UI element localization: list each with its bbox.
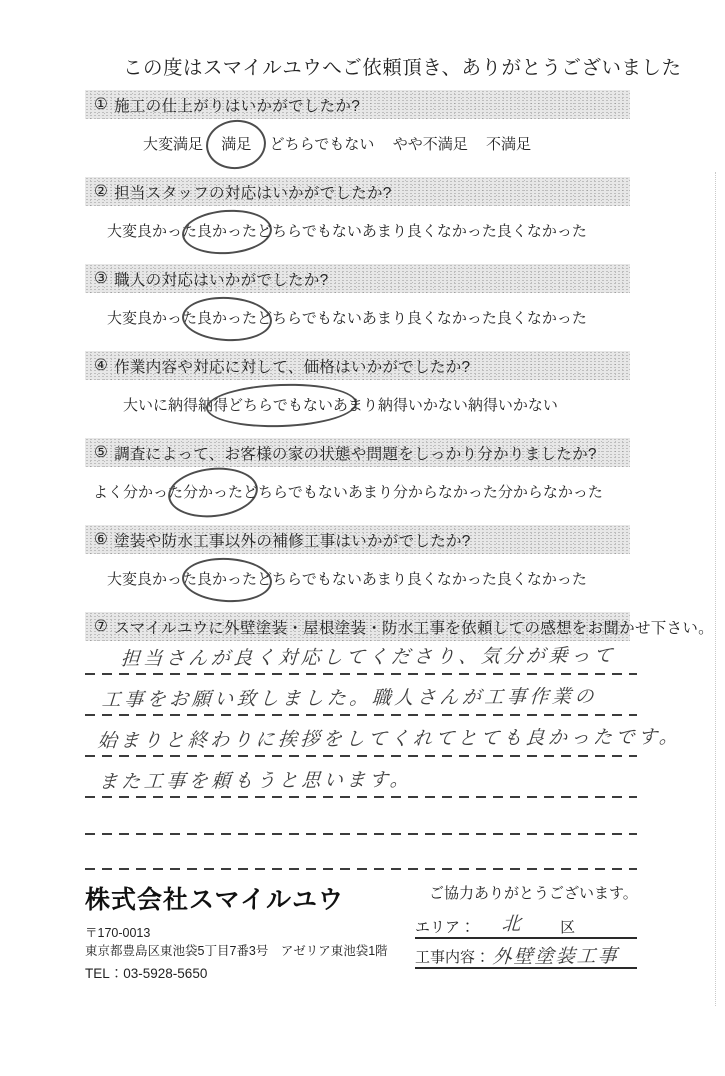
question-7-text: スマイルユウに外壁塗装・屋根塗装・防水工事を依頼しての感想をお聞かせ下さい。 (114, 619, 714, 637)
question-7 (85, 612, 714, 870)
question-3-options (107, 307, 587, 327)
option-label-selected: 良かった (197, 570, 258, 588)
question-1-text: 施工の仕上がりはいかがでしたか? (114, 97, 361, 115)
question-1-options (143, 133, 531, 153)
handwritten-line-4 (85, 757, 637, 798)
option-label: 大いに納得 (123, 396, 199, 414)
option-label: どちらでもない (243, 483, 348, 501)
option-label: あまり良くなかった (361, 309, 497, 327)
handwritten-text: 担当さんが良く対応してくださり、気分が乗って (120, 645, 617, 670)
question-4-number: ④ (94, 357, 109, 374)
option-label: 大変良かった (107, 222, 198, 240)
question-2-options (107, 220, 587, 240)
question-4-header (85, 351, 630, 380)
scan-edge-artifact (715, 172, 716, 1006)
handwritten-text: 始まりと終わりに挨拶をしてくれてとても良かったです。 (97, 726, 683, 752)
question-1-number: ① (94, 96, 109, 113)
handwritten-line-1 (85, 641, 637, 675)
question-5-header (85, 438, 630, 467)
survey-page (0, 52, 725, 1076)
question-5 (85, 438, 630, 501)
question-6-text: 塗装や防水工事以外の補修工事はいかがでしたか? (114, 532, 471, 550)
option-label: 分からなかった (497, 483, 603, 501)
option-label: どちらでもない (257, 570, 362, 588)
question-7-header (85, 612, 714, 641)
option-label: 納得 (198, 396, 229, 414)
option-label: 納得いかない (467, 396, 558, 414)
option-label: あまり分からなかった (347, 483, 498, 501)
question-5-options (93, 481, 603, 501)
company-tel: TEL：03-5928-5650 (85, 966, 208, 982)
question-6 (85, 525, 630, 588)
area-handwritten-value: 北 (501, 913, 524, 935)
handwritten-text: また工事を頼もうと思います。 (98, 769, 414, 793)
question-2-header (85, 177, 630, 206)
footer (85, 880, 645, 982)
area-field (415, 913, 637, 939)
company-address: 東京都豊島区東池袋5丁目7番3号 アゼリア東池袋1階 (85, 944, 388, 959)
thanks-text: ご協力ありがとうございます。 (429, 885, 638, 902)
writing-guide-line (85, 868, 637, 870)
empty-writing-line-1 (85, 798, 637, 835)
question-3-header (85, 264, 630, 293)
handwritten-line-3 (85, 716, 683, 757)
option-label: 大変満足 (143, 135, 204, 153)
work-content-label: 工事内容： (415, 949, 491, 966)
option-label: あまり良くなかった (361, 570, 497, 588)
option-label-selected: 良かった (197, 309, 258, 327)
question-2-text: 担当スタッフの対応はいかがでしたか? (114, 184, 392, 202)
response-fields (415, 880, 645, 982)
option-label: 大変良かった (107, 309, 198, 327)
area-label: エリア： (415, 919, 476, 936)
option-label: どちらでもない (269, 135, 375, 153)
question-4 (85, 351, 630, 414)
work-content-handwritten-value: 外壁塗装工事 (492, 946, 620, 968)
page-title: この度はスマイルユウへご依頼頂き、ありがとうございました (123, 57, 682, 79)
question-4-text: 作業内容や対応に対して、価格はいかがでしたか? (114, 358, 471, 376)
option-label: あまり良くなかった (361, 222, 497, 240)
question-6-header (85, 525, 630, 554)
option-label: どちらでもない (257, 309, 362, 327)
option-label: どちらでもない (257, 222, 362, 240)
postal-code: 〒170-0013 (85, 926, 151, 940)
question-5-number: ⑤ (94, 444, 109, 461)
option-label: あまり納得いかない (332, 396, 468, 414)
question-6-options (107, 568, 587, 588)
question-3 (85, 264, 630, 327)
empty-writing-line-2 (85, 835, 637, 870)
option-label: 良くなかった (496, 309, 587, 327)
handwritten-text: 工事をお願い致しました。職人さんが工事作業の (101, 686, 598, 711)
question-3-number: ③ (94, 270, 109, 287)
question-2-number: ② (94, 183, 109, 200)
option-label-selected: 分かった (183, 483, 244, 501)
option-label-selected: どちらでもない (228, 396, 333, 414)
area-suffix: 区 (560, 919, 576, 936)
option-label-selected: 満足 (221, 135, 252, 153)
company-info (85, 880, 415, 982)
question-6-number: ⑥ (94, 531, 109, 548)
question-4-options (123, 394, 558, 414)
option-label: 良くなかった (496, 222, 587, 240)
question-1 (85, 90, 630, 153)
question-5-text: 調査によって、お客様の家の状態や問題をしっかり分かりましたか? (114, 445, 597, 463)
handwritten-line-2 (85, 675, 637, 716)
option-label: やや不満足 (392, 135, 468, 153)
question-7-number: ⑦ (94, 618, 109, 635)
work-content-field (415, 943, 637, 969)
option-label-selected: 良かった (197, 222, 258, 240)
option-label: 不満足 (485, 135, 531, 153)
question-3-text: 職人の対応はいかがでしたか? (114, 271, 329, 289)
question-2 (85, 177, 630, 240)
question-1-header (85, 90, 630, 119)
company-name: 株式会社スマイルユウ (85, 886, 345, 914)
option-label: 良くなかった (496, 570, 587, 588)
option-label: 大変良かった (107, 570, 198, 588)
option-label: よく分かった (93, 483, 184, 501)
